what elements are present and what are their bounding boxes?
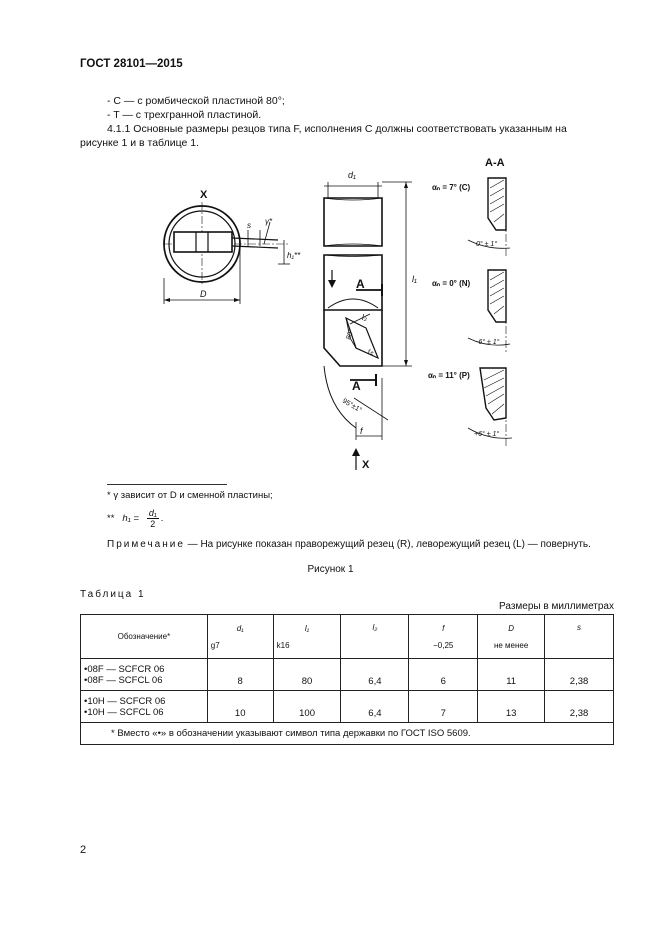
footnote-2-mark: **	[107, 513, 115, 524]
page-number: 2	[80, 844, 87, 856]
footnote-separator	[107, 484, 227, 485]
designation-r: •10H — SCFCR 06	[84, 695, 166, 707]
figure-caption: Рисунок 1	[307, 564, 354, 575]
footnote-1-mark: *	[107, 490, 111, 501]
fraction-denominator: 2	[150, 519, 156, 529]
dim-label-l1: l₁	[412, 274, 417, 284]
header-f-tol: −0,25	[433, 640, 454, 650]
header-dd	[478, 615, 545, 659]
angle-label-80: 80°	[345, 328, 356, 341]
designation-l: •10H — SCFCL 06	[84, 706, 164, 718]
cell-l1: 80	[273, 659, 341, 691]
header-f-label: f	[442, 623, 445, 633]
dim-label-r: rₑ	[368, 347, 374, 356]
alpha-p-label: αₙ = 11° (P)	[428, 371, 470, 380]
table-units: Размеры в миллиметрах	[499, 601, 614, 612]
footnote-1-text: γ зависит от D и сменной пластины;	[113, 490, 273, 501]
header-l1	[273, 615, 341, 659]
dimensions-table	[80, 614, 614, 745]
dim-label-gamma: γ*	[265, 217, 273, 226]
header-dd-tol: не менее	[493, 640, 529, 650]
section-marker-a-top: A	[356, 277, 365, 291]
dim-label-h1: h₁**	[287, 251, 301, 260]
cell-designation	[81, 691, 208, 723]
cell-l1: 100	[273, 691, 341, 723]
alpha-c-label: αₙ = 7° (C)	[432, 183, 471, 192]
angle-label-95: 95°±1°	[341, 397, 363, 415]
figure-note	[107, 539, 591, 550]
header-d1-label: d₁	[236, 623, 244, 633]
cell-designation	[81, 659, 208, 691]
header-l1-label: l₁	[304, 623, 310, 633]
cell-d1: 10	[207, 691, 273, 723]
header-s-label: s	[577, 623, 582, 632]
header-s	[545, 615, 614, 659]
note-text: — На рисунке показан праворежущий резец (R), леворежущий резец (L) — повернуть.	[187, 539, 591, 550]
table-header-row	[81, 615, 614, 659]
angle-c-label: 0° ± 1°	[476, 241, 498, 248]
note-label: Примечание	[107, 539, 185, 550]
table-footnote-row	[81, 723, 614, 745]
header-dd-label: D	[508, 623, 515, 633]
footnote-2-fraction	[147, 508, 159, 529]
cell-l2: 6,4	[341, 691, 409, 723]
cell-dd: 11	[478, 659, 545, 691]
dim-label-d1: d₁	[348, 170, 356, 180]
designation-l: •08F — SCFCL 06	[84, 674, 163, 686]
table-row	[81, 659, 614, 691]
cell-dd: 13	[478, 691, 545, 723]
header-d1	[207, 615, 273, 659]
footnote-2-lhs: h₁ =	[122, 513, 139, 524]
cell-f: 7	[409, 691, 478, 723]
dim-label-l2: l₂	[362, 313, 367, 322]
header-designation-label: Обозначение*	[117, 632, 171, 641]
alpha-n-label: αₙ = 0° (N)	[432, 279, 471, 288]
angle-p-label: +6° ± 1°	[474, 431, 500, 438]
cell-l2: 6,4	[341, 659, 409, 691]
header-l2-label: l₂	[372, 623, 378, 632]
fraction-numerator: d₁	[148, 508, 157, 518]
dim-label-d: D	[200, 289, 207, 299]
footnote-1	[107, 490, 273, 501]
table-title: Таблица 1	[80, 589, 146, 600]
cell-f: 6	[409, 659, 478, 691]
header-l2	[341, 615, 409, 659]
shank-side-view	[324, 182, 412, 470]
header-l1-tol: k16	[276, 640, 290, 650]
list-item-c: - C — с ромбической пластиной 80°;	[107, 95, 285, 107]
footnote-2	[107, 508, 163, 529]
dim-label-f: f	[360, 426, 363, 436]
header-f	[409, 615, 478, 659]
dim-label-s: s	[247, 221, 251, 230]
footnote-2-end: .	[160, 513, 164, 524]
view-label-x-top: X	[200, 189, 208, 201]
table-row	[81, 691, 614, 723]
designation-r: •08F — SCFCR 06	[84, 663, 165, 675]
angle-n-label: -6° ± 1°	[476, 339, 500, 346]
list-item-t: - T — с трехгранной пластиной.	[107, 109, 262, 121]
paragraph-4-1-1: 4.1.1 Основные размеры резцов типа F, исполнения C должны соответствовать указанным на	[107, 123, 567, 135]
table-footnote: * Вместо «•» в обозначении указывают символ типа державки по ГОСТ ISO 5609.	[81, 723, 614, 745]
header-designation	[81, 615, 208, 659]
header-d1-tol: g7	[210, 640, 220, 650]
view-label-x-bottom: X	[362, 459, 370, 471]
document-header: ГОСТ 28101—2015	[80, 58, 183, 70]
technical-drawing	[150, 158, 620, 476]
section-title: A-A	[485, 158, 505, 169]
cell-s: 2,38	[545, 659, 614, 691]
paragraph-4-1-1-cont: рисунке 1 и в таблице 1.	[80, 137, 199, 149]
section-marker-a-bottom: A	[352, 379, 361, 393]
cell-d1: 8	[207, 659, 273, 691]
cell-s: 2,38	[545, 691, 614, 723]
